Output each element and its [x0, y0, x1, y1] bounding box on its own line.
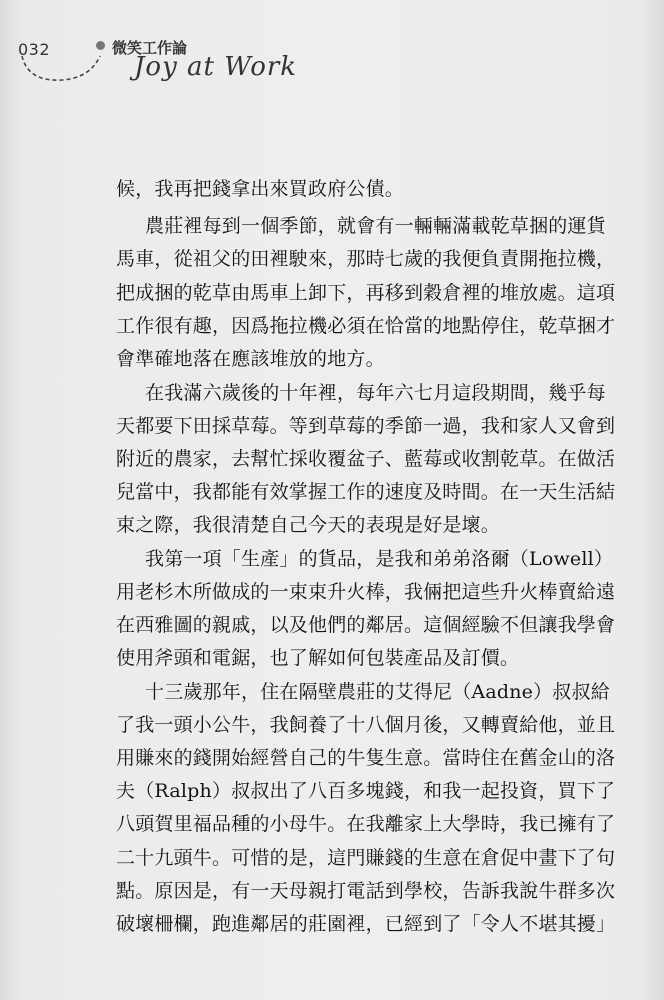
- text-line: 破壞柵欄，跑進鄰居的莊園裡，已經到了「令人不堪其擾」: [116, 913, 616, 935]
- text-line: 會準確地落在應該堆放的地方。: [116, 348, 385, 370]
- text-line: 馬車，從祖父的田裡駛來，那時七歲的我便負責開拖拉機，: [116, 248, 616, 270]
- text-line: 了我一頭小公牛，我飼養了十八個月後，又轉賣給他，並且: [116, 714, 616, 736]
- text-line: 用老杉木所做成的一束束升火棒，我倆把這些升火棒賣給遠: [116, 581, 616, 603]
- text-line: 兒當中，我都能有效掌握工作的速度及時間。在一天生活結: [116, 481, 616, 503]
- text-line: 夫（Ralph）叔叔出了八百多塊錢，和我一起投資，買下了: [116, 780, 616, 802]
- text-line: 點。原因是，有一天母親打電話到學校，告訴我說牛群多次: [116, 880, 616, 902]
- text-line: 我第一項「生產」的貨品，是我和弟弟洛爾（Lowell）: [145, 548, 614, 570]
- book-title: 微笑工作論: [112, 39, 188, 57]
- text-line: 用賺來的錢開始經營自己的牛隻生意。當時住在舊金山的洛: [116, 747, 616, 769]
- text-line: 農莊裡每到一個季節，就會有一輛輛滿載乾草捆的運貨: [145, 215, 606, 237]
- text-line: 天都要下田採草莓。等到草莓的季節一過，我和家人又會到: [116, 415, 616, 437]
- text-line: 工作很有趣，因爲拖拉機必須在恰當的地點停住，乾草捆才: [116, 315, 616, 337]
- page-number: 032: [18, 40, 51, 59]
- text-line: 在我滿六歲後的十年裡，每年六七月這段期間，幾乎每: [145, 382, 606, 404]
- book-subtitle: Joy at Work: [134, 52, 298, 82]
- text-line: 使用斧頭和電鋸，也了解如何包裝產品及訂價。: [116, 647, 520, 669]
- page-header: [0, 0, 664, 110]
- text-line: 附近的農家，去幫忙採收覆盆子、藍莓或收割乾草。在做活: [116, 448, 616, 470]
- circle-bullet-icon: [96, 41, 105, 50]
- text-line: 在西雅圖的親戚，以及他們的鄰居。這個經驗不但讓我學會: [116, 614, 616, 636]
- text-line: 候，我再把錢拿出來買政府公債。: [116, 178, 405, 200]
- text-line: 把成捆的乾草由馬車上卸下，再移到穀倉裡的堆放處。這項: [116, 282, 616, 304]
- text-line: 二十九頭牛。可惜的是，這門賺錢的生意在倉促中畫下了句: [116, 847, 616, 869]
- decorative-arc: [18, 52, 118, 92]
- text-line: 束之際，我很清楚自己今天的表現是好是壞。: [116, 514, 501, 536]
- text-line: 八頭賀里福品種的小母牛。在我離家上大學時，我已擁有了: [116, 813, 616, 835]
- text-line: 十三歲那年，住在隔壁農莊的艾得尼（Aadne）叔叔給: [145, 681, 610, 703]
